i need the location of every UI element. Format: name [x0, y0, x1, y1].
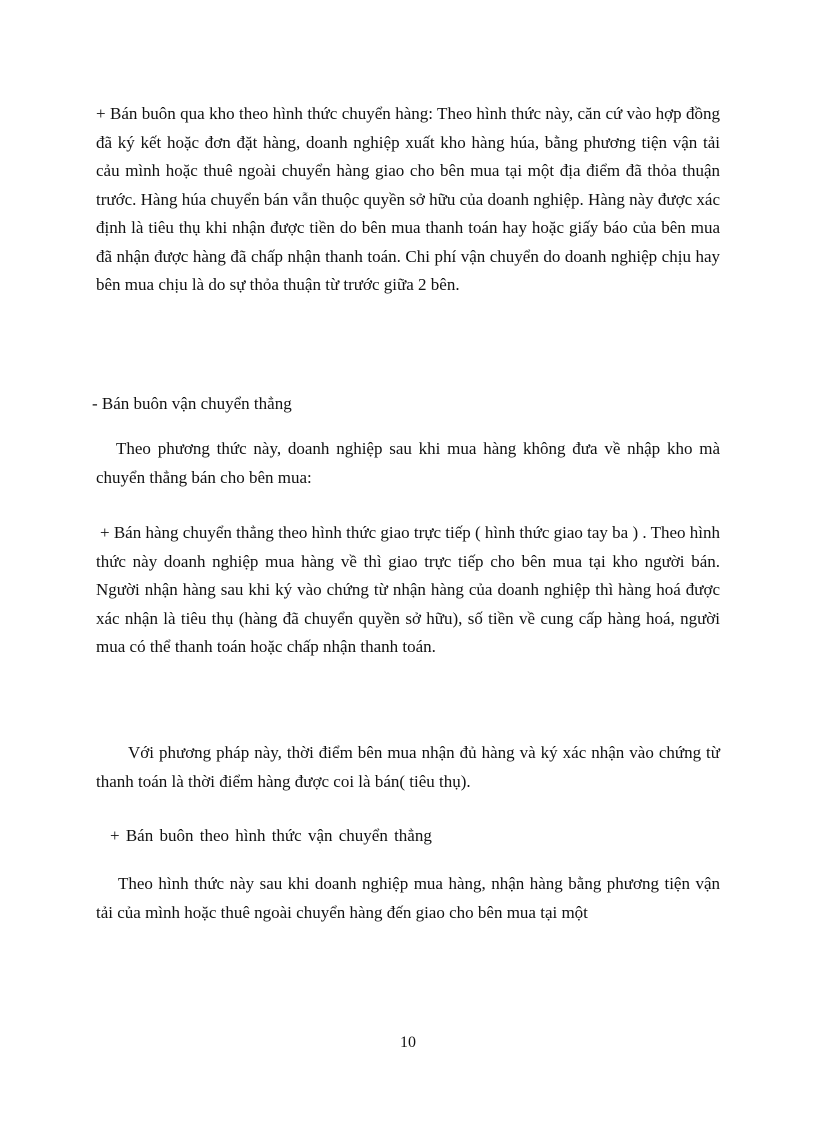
- paragraph-direct-transport-form: Theo hình thức này sau khi doanh nghiệp mua hàng, nhận hàng bằng phương tiện vận tải của mình hoặc thuê ngoài chuyển hàng đến giao cho bên mua tại một: [96, 874, 720, 922]
- paragraph-direct-delivery-sale: + Bán hàng chuyển thẳng theo hình thức giao trực tiếp ( hình thức giao tay ba ) . Theo hình thức này doanh nghiệp mua hàng về thì giao trực tiếp cho bên mua tại kho người bán. Người nhận hàng sau khi ký vào chứng từ nhận hàng của doanh nghiệp thì hàng hoá được xác nhận là tiêu thụ (hàng đã chuyển quyền sở hữu), số tiền về cung cấp hàng hoá, người mua có thể thanh toán hoặc chấp nhận thanh toán.: [96, 523, 720, 656]
- heading-direct-transport-form: + Bán buôn theo hình thức vận chuyển thẳng: [110, 826, 432, 845]
- page-number: 10: [400, 1034, 416, 1051]
- paragraph-sale-timing: Với phương pháp này, thời điểm bên mua nhận đủ hàng và ký xác nhận vào chứng từ thanh toán là thời điểm hàng được coi là bán( tiêu thụ).: [96, 743, 720, 791]
- paragraph-direct-transport-method: Theo phương thức này, doanh nghiệp sau khi mua hàng không đưa về nhập kho mà chuyển thẳng bán cho bên mua:: [96, 439, 720, 487]
- heading-direct-transport-wholesale: - Bán buôn vận chuyển thẳng: [92, 394, 292, 413]
- paragraph-bulk-sale-via-warehouse: + Bán buôn qua kho theo hình thức chuyển hàng: Theo hình thức này, căn cứ vào hợp đồng đã ký kết hoặc đơn đặt hàng, doanh nghiệp xuất kho hàng húa, bằng phương tiện vận tải cảu mình hoặc thuê ngoài chuyển hàng giao cho bên mua tại một địa điểm đã thỏa thuận trước. Hàng húa chuyển bán vẫn thuộc quyền sở hữu của doanh nghiệp. Hàng này được xác định là tiêu thụ khi nhận được tiền do bên mua thanh toán hay hoặc giấy báo của bên mua đã nhận được hàng đã chấp nhận thanh toán. Chi phí vận chuyển do doanh nghiệp chịu hay bên mua chịu là do sự thỏa thuận từ trước giữa 2 bên.: [96, 104, 720, 294]
